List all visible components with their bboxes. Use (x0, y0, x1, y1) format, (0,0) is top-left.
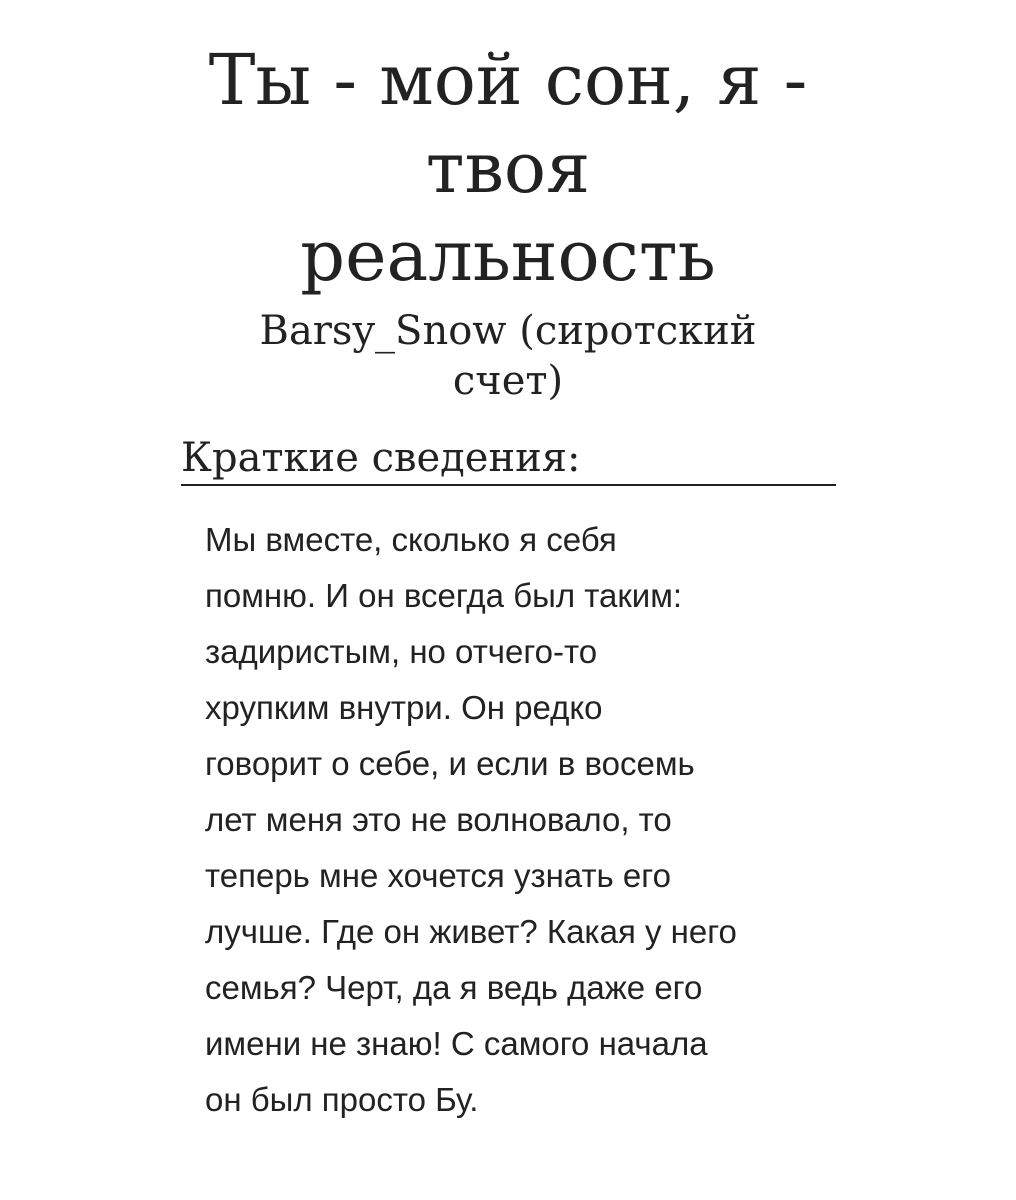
summary-line: говорит о себе, и если в восемь (205, 745, 695, 782)
summary-line: помню. И он всегда был таким: (205, 577, 683, 614)
summary-line: лучше. Где он живет? Какая у него (205, 913, 737, 950)
work-title-line: твоя (425, 127, 591, 209)
summary-heading: Краткие сведения: (181, 434, 836, 486)
summary-text (205, 512, 845, 1128)
work-title (150, 36, 866, 300)
summary-line: имени не знаю! С самого начала (205, 1025, 708, 1062)
summary-line: лет меня это не волновало, то (205, 801, 672, 838)
summary-line: задиристым, но отчего-то (205, 633, 598, 670)
summary-line: Мы вместе, сколько я себя (205, 521, 617, 558)
summary-line: хрупким внутри. Он редко (205, 689, 603, 726)
work-title-line: реальность (300, 215, 716, 297)
work-title-line: Ты - мой сон, я - (208, 39, 808, 121)
summary-line: теперь мне хочется узнать его (205, 857, 671, 894)
summary-line: семья? Черт, да я ведь даже его (205, 969, 703, 1006)
author-line[interactable]: Barsy_Snow (сиротский (259, 308, 757, 354)
work-author[interactable] (200, 306, 816, 406)
summary-line: он был просто Бу. (205, 1081, 479, 1118)
author-line[interactable]: счет) (452, 358, 564, 404)
